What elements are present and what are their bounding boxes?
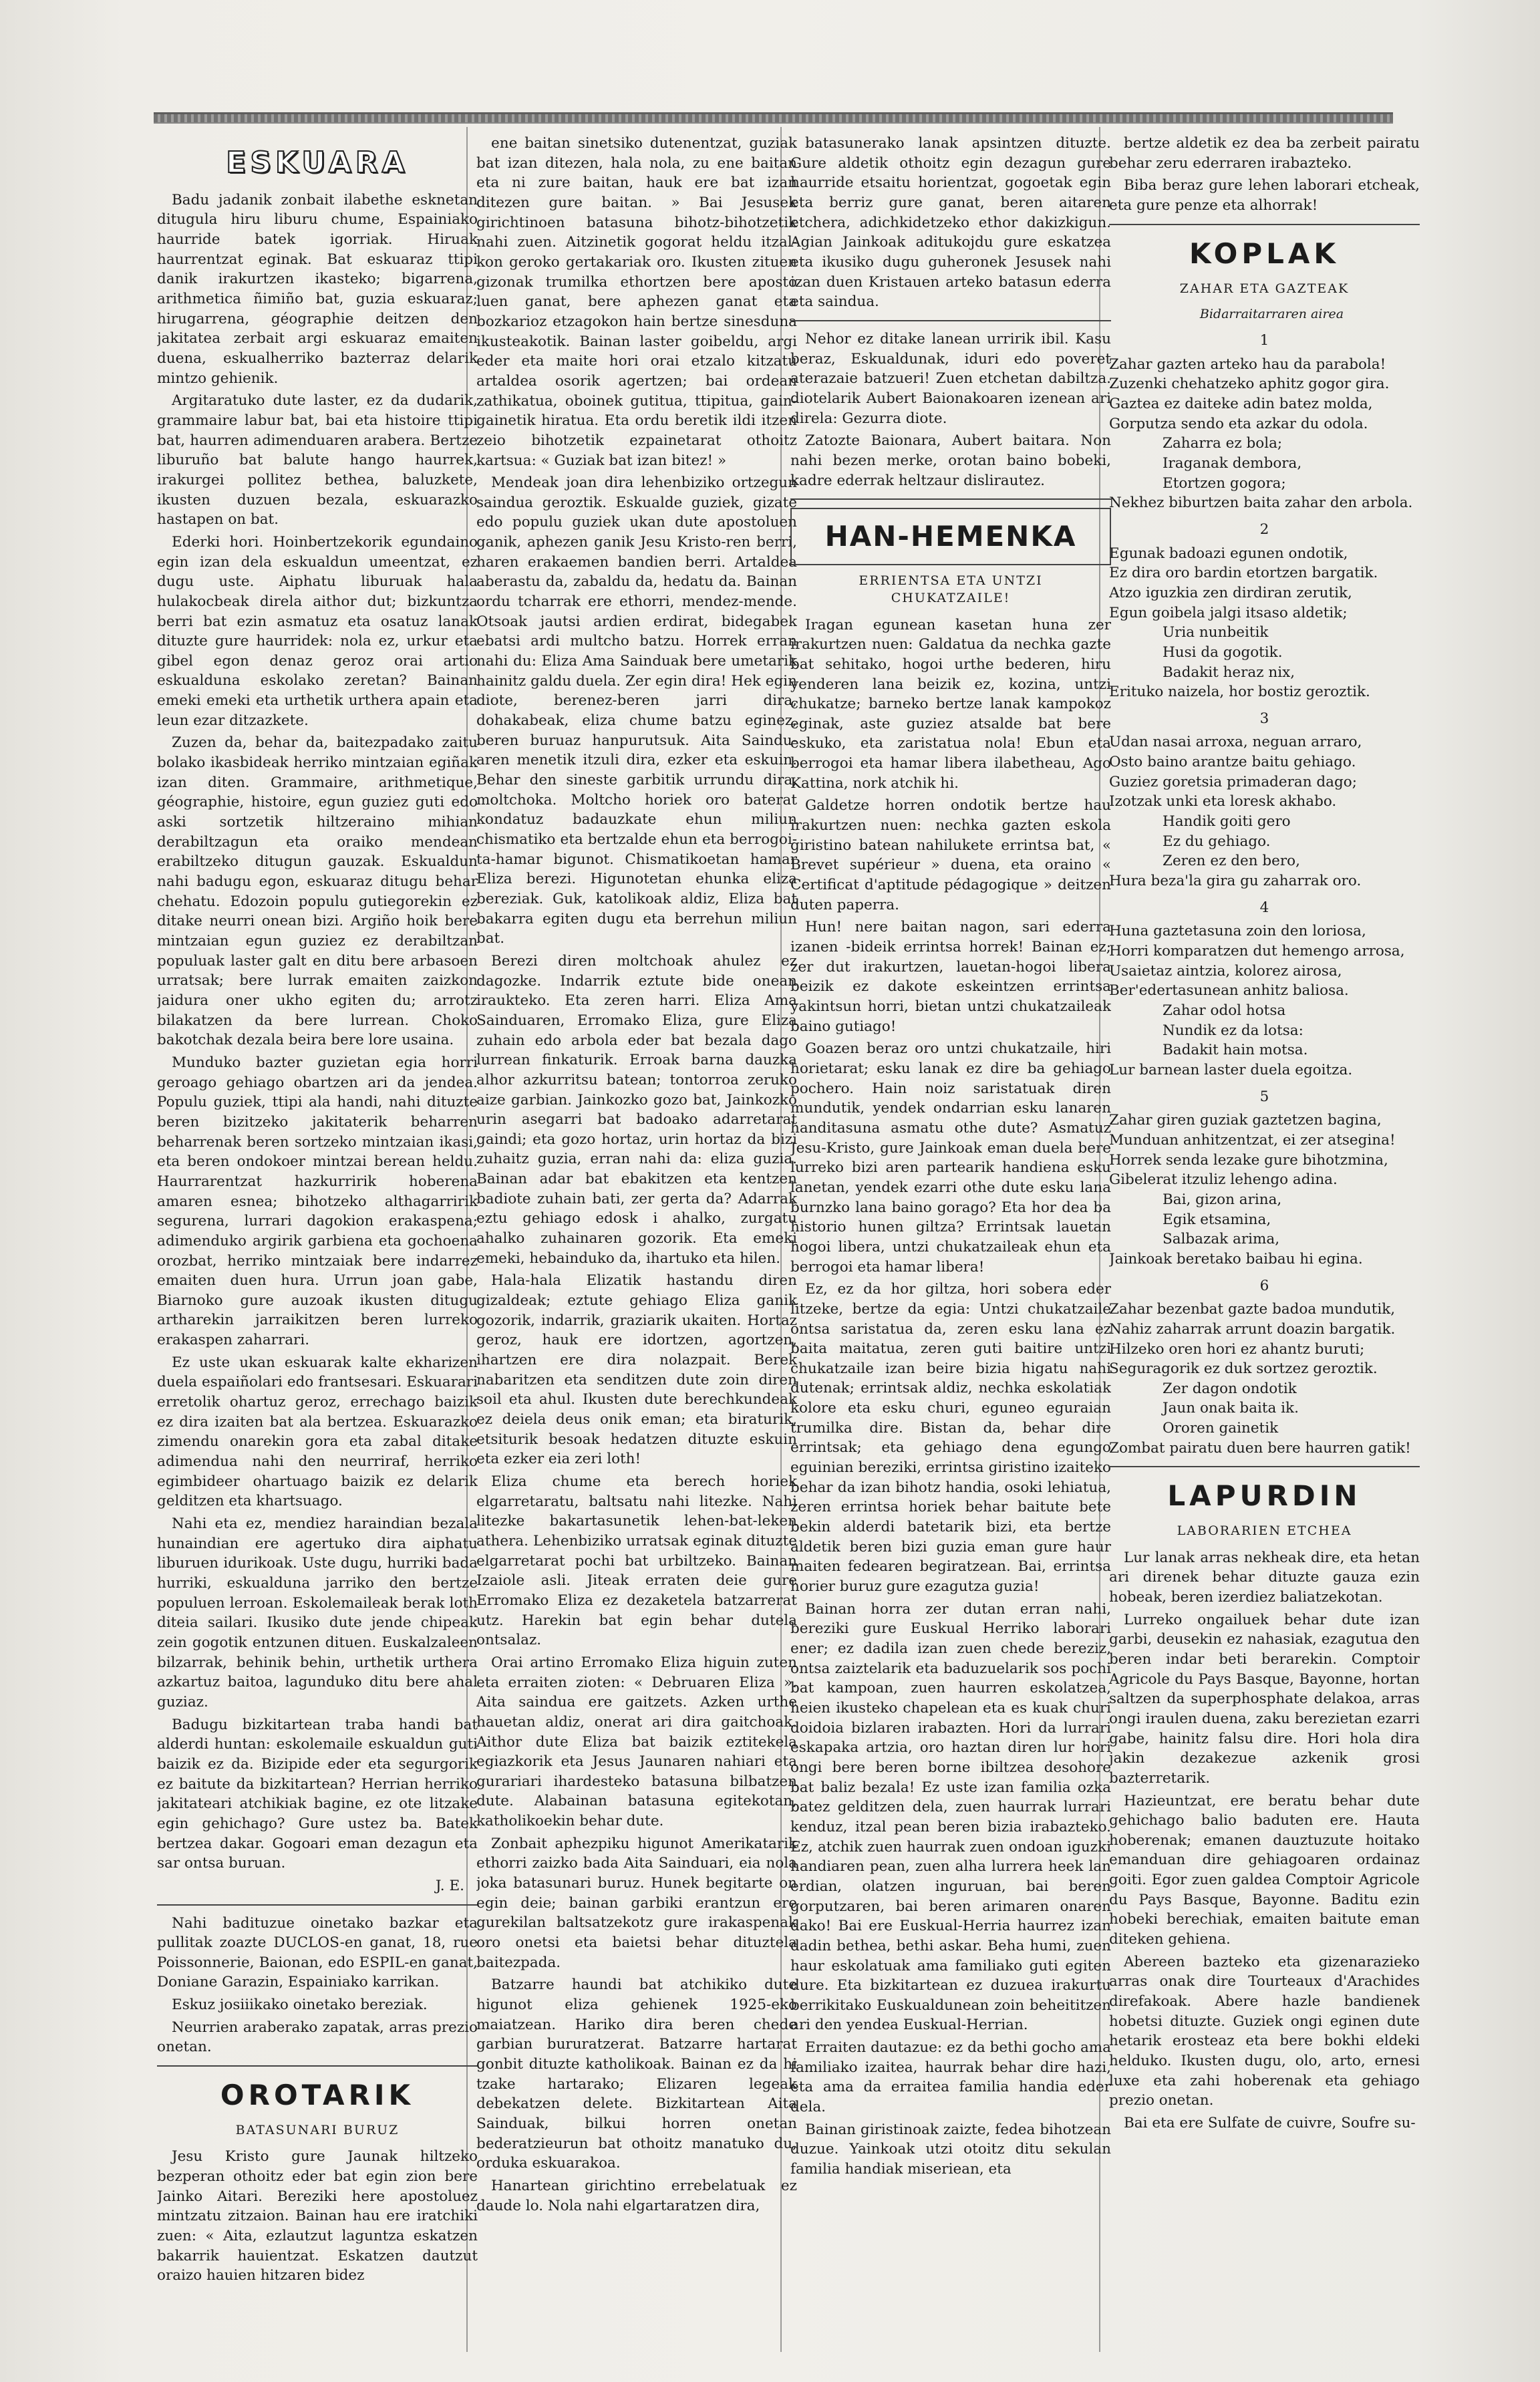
verse-line: Egik etsamina,: [1163, 1211, 1271, 1228]
verse-line: Zahar odol hotsa: [1163, 1002, 1286, 1020]
section-divider: [790, 320, 1111, 321]
verse-line: Gaztea ez daiteke adin batez molda,: [1109, 395, 1373, 412]
hanhemenka-paragraph: Bainan horra zer dutan erran nahi, bereziki gure Euskual Herriko laborari ener; ez dadila izan zuen chede bereziz, ontsa zaiztelarik eta baduzuelarik sos pochi bat kampoan, zuen haurren eskolatzea, heien ikusteko chapelean eta es kuak churi doidoia bizlaren irabazten. Hori da lurrari eskapaka artzia, oro haztan diren lur hori ongi bere beren borne ibiltzea desohore bat baliz bezala! Ez uste izan familia ozka batez gelditzen dela, zuen haurrak lurrari kenduz, itzal pean beren bizia irabazteko. Ez, atchik zuen haurrak zuen ondoan iguzki handiaren pean, zuen alha lurrera heek lan erdian, olatzen inguruan, bai beren gorputzaren, bai beren arimaren onaren dako! Bai ere Euskual-Herria haurrez izan dadin bethea, bethi askar. Beha humi, zuen haur eskolatuak ama familiako guti egiten dure. Eta bizkitartean ez duzuea irakurtu berrikitako Euskualdunean zoin beheititzen ari den yendea Euskual-Herrian.: [790, 1600, 1111, 2034]
verse-line: Hura beza'la gira gu zaharrak oro.: [1109, 873, 1362, 890]
hanhemenka-paragraph: Erraiten dautazue: ez da bethi gocho ama familiako izaitea, haurrak behar dire hazi, eta ama da erraitea familia handia eder dela.: [790, 2039, 1111, 2116]
verse-line: Egunak badoazi egunen ondotik,: [1109, 545, 1348, 562]
notice-paragraph: Nahi badituzue oinetako bazkar eta pullitak zoazte DUCLOS-en ganat, 18, rue Poissonnerie, Baionan, edo ESPIL-en ganat, Doniane Garazin, Espainiako karrikan.: [157, 1914, 478, 1991]
verse-line: Badakit hain motsa.: [1163, 1042, 1308, 1059]
eskuara-paragraph: Nahi eta ez, mendiez haraindian bezala hunaindian ere agertuko dira aiphatu liburuen idurikoak. Uste dugu, hurriki bada hurriki, eskualduna jarriko den bertze populuen lerroan. Eskolemaileak berak loth diteia sailari. Ikusiko dute jende chipeak zein gogotik entzunen dituen. Euskalzaleen bilzarrak, behinik behin, urthetik urthera azkartuz baitoa, lagunduko ditu bere ahal guziaz.: [157, 1515, 478, 1710]
orotarik-paragraph: Jesu Kristo gure Jaunak hiltzeko bezperan othoitz eder bat egin zion bere Jainko Aitari. Bereziki here apostoluez mintzatu zitzaion. Bainan hau ere iratchiki zuen: « Aita, ezlautzut laguntza eskatzen bakarrik hauientzat. Eskatzen dautzut oraizo hauien hitzaren bidez: [157, 2148, 478, 2284]
eskuara-paragraph: Ederki hori. Hoinbertzekorik egundaino egin izan dela eskualdun umeentzat, ez dugu uste. Aiphatu liburuak hala hulakocbeak direla aithor dut; bizkuntza berri bat ezin asmatuz eta osatuz lanak dituzte gure haurridek: nola ez, urkur eta gibel egon denaz geroz orai artio eskualduna eskolako zeretan? Bainan emeki emeki eta urthetik urthera apain eta leun ezar ditzazkete.: [157, 533, 478, 729]
hanhemenka-subtitle: CHUKATZAILE!: [891, 591, 1011, 606]
verse-line: Badakit heraz nix,: [1163, 663, 1295, 681]
verse-line: Etortzen gogora;: [1163, 474, 1286, 492]
verse-line: Lur barnean laster duela egoitza.: [1109, 1061, 1353, 1078]
verse-line: Horrek senda lezake gure bihotzmina,: [1109, 1151, 1388, 1169]
verse-line: Zahar bezenbat gazte badoa mundutik,: [1109, 1301, 1396, 1318]
verse-line: Zombat pairatu duen bere haurren gatik!: [1109, 1439, 1411, 1457]
article-paragraph: batasunerako lanak apsintzen dituzte. Gure aldetik othoitz egin dezagun gure haurride etsaitu horientzat, gogoetak egin eta berriz gure ganat, beren aitaren etchera, adichkidetzeko ethor dakizkigun. Agian Jainkoak aditukojdu gure eskatzea eta ikusiko dugu guheronek Jesusek nahi izan duen Kristauen arteko batasun ederra eta saindua.: [790, 135, 1111, 311]
orotarik-title: OROTARIK: [220, 2079, 415, 2112]
hanhemenka-title-box: [790, 508, 1111, 565]
verse-line: Ez du gehiago.: [1163, 833, 1271, 850]
hanhemenka-subtitle: ERRIENTSA ETA UNTZI: [859, 573, 1043, 589]
section-divider: [1109, 224, 1420, 225]
notice-paragraph: Zatozte Baionara, Aubert baitara. Non nahi bezen merke, orotan baino bobeki, kadre ederrak heltzaur dislirautez.: [790, 432, 1111, 489]
verse-line: Salbazak arima,: [1163, 1231, 1280, 1248]
verse-line: Husi da gogotik.: [1163, 643, 1283, 661]
stanza-number: 1: [1259, 332, 1269, 349]
article-paragraph: Mendeak joan dira lehenbiziko ortzegun saindua geroztik. Eskualde guziek, gizate edo populu guziek ukan dute apostoluen ganik, aphezen ganik Jesu Kristo-ren berri, haren erakaemen bandien berri. Artaldea aberastu da, zabaldu da, hedatu da. Bainan ordu tcharrak ere ethorri, mendez-mende. Otsoak jautsi ardien erdirat, bidegabek ebatsi ardi multcho batzu. Horrek erran nahi du: Eliza Ama Sainduak bere umetarik hainitz galdu duela. Zer egin dira! Hek egin diote, berenez-beren jarri dira, dohakabeak, eliza chume batzu eginez, beren buruaz hanpurutsuk. Aita Saindu-aren menetik itzuli dira, ezker eta eskuin. Behar den sineste garbitik urrundu dira, moltchoka. Moltcho horiek oro baterat kondatuz badauzkate ehun miliun chismatiko eta bertzalde ehun eta berrogoi-ta-hamar bigunot. Chismatikoetan hamar Eliza berezi. Higunotetan ehunka eliza bereziak. Guk, katolikoak aldiz, Eliza bat bakarra egiten dugu eta berrehun miliun bat.: [476, 474, 797, 947]
article-paragraph: ene baitan sinetsiko dutenentzat, guziak bat izan ditezen, hala nola, zu ene baitan eta ni zure baitan, hauk ere bat izan ditezen gure baitan. » Bai Jesusek girichtinoen batasuna bihotz-bihotzetik nahi zuen. Aitzinetik gogorat heldu itzal-kon geroko gertakariak oro. Ikusten zituen gizonak trumilka ethortzen bere aposto luen ganat, bere aphezen ganat eta bozkarioz etzagokon hain bertze sinesduna ikusteakotik. Bainan laster goibeldu, argi eder eta maite hori orai etzalo kitzatu artaldea osorik agertzen; bai ordean zathikatua, oboinek gutitua, ttipitua, gain-gainetik hiratua. Eta ordu beretik ildi itzen zeio bihotzetik ezpainetarat othoitz kartsua: « Guziak bat izan bitez! »: [476, 135, 797, 469]
verse-line: Gorputza sendo eta azkar du odola.: [1109, 415, 1368, 432]
stanza-number: 2: [1259, 520, 1269, 538]
lapurdin-paragraph: Bai eta ere Sulfate de cuivre, Soufre su-: [1124, 2115, 1416, 2131]
article-paragraph: Eliza chume eta berech horiek elgarretaratu, baltsatu nahi litezke. Nahi litezke bakartasunetik lehen-bat-leken athera. Lehenbiziko urratsak eginak dituzte elgarretarat pochi bat urbiltzeko. Bainan Izaiole asli. Jiteak erraten deie gure Erromako Eliza ez dezaketela batzarrerat utz. Harekin bat egin behar dutela ontsalaz.: [476, 1473, 797, 1649]
lapurdin-paragraph: Abereen bazteko eta gizenarazieko arras onak dire Tourteaux d'Arachides direfakoak. Abere hazle bandienek hobetsi dituzte. Guziek ongi eginen dute hetarik erosteaz eta bere bokhi eldeki helduko. Ikusten dugu, olo, arto, ernesi luxe eta zahi hoberenak eta gehiago prezio onetan.: [1109, 1953, 1420, 2109]
column-2: [476, 134, 797, 2352]
hanhemenka-paragraph: Galdetze horren ondotik bertze hau irakurtzen nuen: nechka gazten eskola giristino batean nahilukete errintsa bat, « Brevet supérieur » duena, eta oraino « Certificat d'aptitude pédagogique » deitzen duten paperra.: [790, 797, 1111, 913]
verse-line: Zer dagon ondotik: [1163, 1380, 1297, 1397]
verse-line: Bai, gizon arina,: [1163, 1191, 1282, 1208]
koplak-subtitle: ZAHAR ETA GAZTEAK: [1179, 281, 1350, 296]
koplak-air: Bidarraitarraren airea: [1199, 306, 1344, 321]
lapurdin-title: LAPURDIN: [1167, 1479, 1362, 1513]
verse-line: Izotzak unki eta loresk akhabo.: [1109, 793, 1337, 810]
section-divider: [157, 1904, 478, 1906]
notice-paragraph: Neurrien araberako zapatak, arras prezio onetan.: [157, 2019, 478, 2056]
eskuara-paragraph: Munduko bazter guzietan egia horri geroago gehiago obartzen ari da jendea. Populu guziek, ttipi ala handi, nahi dituzte beren bizitzeko jakitaterik beharren beharrenak beren sortzeko mintzaian ikasi, eta beren ondokoer mintzai berean heldu. Haurrarentzat hazkurririk hoberena amaren esnea; bihotzeko althagarririk segurena, lurrari dagokion erakaspena; adimenduko argirik garbiena eta gochoena orozbat, herriko mintzaiak bere indarrez emaiten duen hura. Urrun joan gabe, Biarnoko gure auzoak ikusten ditugu artharekin jarraikitzen beren lurreko erakaspen zaharrari.: [157, 1054, 478, 1349]
verse-line: Jainkoak beretako baibau hi egina.: [1109, 1250, 1363, 1268]
column-3: [790, 134, 1111, 2352]
article-paragraph: Biba beraz gure lehen laborari etcheak, eta gure penze eta alhorrak!: [1109, 177, 1420, 214]
lapurdin-paragraph: Lurreko ongailuek behar dute izan garbi, deusekin ez nahasiak, ezagutua den beren indar beti berarekin. Comptoir Agricole du Pays Basque, Bayonne, hortan saltzen da superphosphate delakoa, arras ongi iraulen duena, zaku berezietan ezarri gabe, hainitz falsu dire. Hori hola dira jakin dezakezue azkenik grosi bazterretarik.: [1109, 1611, 1420, 1787]
verse-line: Iraganak dembora,: [1163, 454, 1302, 472]
article-paragraph: Batzarre haundi bat atchikiko dute higunot eliza gehienek 1925-eko maiatzean. Hariko dira beren chede garbian bururatzerat. Batzarre hartarat gonbit dituzte katholikoak. Bainan ez da hi tzake hartarako; Elizaren legeak debekatzen delete. Bizkitartean Aita Sainduak, bilkui horren onetan bederatzieurun bat othoitz manatuko du, orduka eskuarakoa.: [476, 1976, 797, 2172]
eskuara-paragraph: Argitaratuko dute laster, ez da dudarik, grammaire labur bat, bai eta histoire ttipi bat, haurren adimenduaren arabera. Bertze liburuño bat balute hango haurrek, irakurgei pollitez bethea, baluzkete, ikusten duzuen bezala, eskuarazko hastapen on bat.: [157, 392, 478, 529]
verse-line: Ez dira oro bardin etortzen bargatik.: [1109, 565, 1378, 582]
hanhemenka-paragraph: Goazen beraz oro untzi chukatzaile, hiri horietarat; esku lanak ez dire ba gehiago pochero. Hain noiz saristatuak diren mundutik, yendek ondarrian esku lanaren handitasuna asmatu othe dute? Asmatuz Jesu-Kristo, gure Jainkoak eman duela bere lurreko bizi aren partearik handiena esku lanetan, yendek ezarri othe dute esku lana burnzko lana baino gorago? Eta hor dea ba historio hunen giltza? Errintsak lauetan hogoi libera, untzi chukatzaileak ehun eta berrogoi eta hamar libera!: [790, 1040, 1111, 1276]
hanhemenka-title: HAN-HEMENKA: [824, 520, 1077, 553]
column-1: [157, 134, 478, 2352]
verse-line: Udan nasai arroxa, neguan arraro,: [1109, 734, 1362, 751]
eskuara-paragraph: Badu jadanik zonbait ilabethe esknetan ditugula hiru liburu chume, Espainiako haurride batek igorriak. Hiruak haurrentzat eginak. Bat eskuaraz ttipi danik irakurtzen ikasteko; bigarrena, arithmetica ñimiño bat, guzia eskuaraz; hirugarrena, géographie deitzen den jakitatea zerbait argi eskuaraz emaiten duena, eskualherriko bazterraz delarik mintzo gehienik.: [157, 191, 478, 387]
verse-line: Zaharra ez bola;: [1163, 435, 1283, 452]
notice-paragraph: Eskuz josiiikako oinetako bereziak.: [172, 1996, 428, 2014]
verse-line: Atzo iguzkia zen dirdiran zerutik,: [1109, 584, 1352, 601]
hanhemenka-paragraph: Bainan giristinoak zaizte, fedea bihotzean duzue. Yainkoak utzi otoitz ditu sekulan familia handiak miseriean, eta: [790, 2121, 1111, 2178]
eskuara-paragraph: Zuzen da, behar da, baitezpadako zaitu bolako ikasbideak herriko mintzaian egiñak izan diten. Grammaire, arithmetique, géographie, histoire, egun guziez guti edo aski sortzetik hiltzeraino mihian derabiltzagun eta oraiko mendean erabiltzeko ditugun gauzak. Eskualdun nahi badugu egon, eskuaraz ditugu behar chehatu. Edozoin populu gutiegorekin ez ditake neurri onean bizi. Argiño hoik bere mintzaian egun guziez ez derabiltzan populuak laster galt en ditu bere arbasoen urratsak; bere lurrak emaiten zaizkon jaidura oner ukho egiten du; arrotz bilakatzen da bere lurrean. Choko bakotchak dezala beira bere lore usaina.: [157, 734, 478, 1049]
verse-line: Ber'edertasunean anhitz baliosa.: [1109, 982, 1349, 1000]
verse-line: Horri komparatzen dut hemengo arrosa,: [1109, 943, 1405, 960]
verse-line: Guziez goretsia primaderan dago;: [1109, 773, 1357, 790]
article-paragraph: Hanartean girichtino errebelatuak ez daude lo. Nola nahi elgartaratzen dira,: [476, 2177, 797, 2214]
article-paragraph: Hala-hala Elizatik hastandu diren gizaldeak; eztute gehiago Eliza ganik gozorik, indarrik, graziarik ukaiten. Hortaz geroz, hauk ere idortzen, agortzen, ihartzen ere dira nolazpait. Berek nabaritzen eta senditzen dute zoin diren soil eta ahul. Ikusten dute berechkundeak ez deiela deus onik eman; eta biraturik, etsiturik besoak hedatzen dituzte eskuin eta ezker eia zeri loth!: [476, 1272, 797, 1468]
verse-line: Ororen gainetik: [1163, 1420, 1279, 1437]
eskuara-paragraph: Ez uste ukan eskuarak kalte ekharizen duela espaiñolari edo frantsesari. Eskuarari erretolik ohartuz geroz, errechago baizik ez dira izaiten bat ala bertzea. Eskuarazko zimendu onarekin gora eta zabal ditake adimendua nahi den neurriraf, herriko egimbideer ohartuago baizik ez delarik gelditzen eta khartsuago.: [157, 1354, 478, 1510]
verse-line: Nekhez biburtzen baita zahar den arbola.: [1109, 494, 1413, 512]
lapurdin-subtitle: LABORARIEN ETCHEA: [1177, 1523, 1352, 1539]
section-divider: [790, 498, 1111, 500]
verse-line: Egun goibela jalgi itsaso aldetik;: [1109, 604, 1348, 621]
column-4: [1109, 134, 1420, 2352]
hanhemenka-paragraph: Hun! nere baitan nagon, sari ederra izanen -bideik errintsa horrek! Bainan ez; zer dut irakurtzen, lauetan-hogoi libera beizik ez dakote eskeintzen errintsa yakintsun horri, bietan untzi chukatzaileak baino gutiago!: [790, 919, 1111, 1035]
verse-line: Uria nunbeitik: [1163, 624, 1269, 641]
verse-line: Munduan anhitzentzat, ei zer atsegina!: [1109, 1131, 1396, 1149]
article-paragraph: Orai artino Erromako Eliza higuin zuten eta erraiten zioten: « Debruaren Eliza ». Aita saindua ere gaitzets. Azken urthe hauetan aldiz, onerat ari dira gaitchoak. Aithor dute Eliza bat baizik eztitekela egiazkorik eta Jesus Jaunaren nahiari eta gurariari ihardesteko batasuna bilbatzen dute. Alabainan batasuna egitekotan, katholikoekin behar dute.: [476, 1654, 797, 1830]
eskuara-title: ESKUARA: [226, 146, 409, 180]
article-paragraph: Berezi diren moltchoak ahulez ez dagozke. Indarrik eztute bide onean iraukteko. Eta zeren harri. Eliza Ama Sainduaren, Erromako Eliza, gure Eliza zuhain edo arbola eder bat bezala dago lurrean finkaturik. Erroak barna dauzka alhor azkurritsu batean; tontorroa zeruko aize garbian. Jainkozko gozo bat, Jainkozko urin asegarri bat badoako adarretarat gaindi; eta gozo hortaz, urin hortaz da bizi zuhaitz guzia, erran nahi da: eliza guzia. Bainan adar bat ebakitzen eta kentzen badiote zuhain bati, zer gerta da? Adarrak eztu gehiago edosk i ahalko, zurgatu ahalko zuhainaren gozorik. Eta emeki emeki, hebainduko da, ihartuko eta hilen.: [476, 952, 797, 1267]
verse-line: Huna gaztetasuna zoin den loriosa,: [1109, 923, 1366, 940]
koplak-title: KOPLAK: [1189, 237, 1340, 270]
verse-line: Erituko naizela, hor bostiz geroztik.: [1109, 684, 1370, 701]
article-paragraph: bertze aldetik ez dea ba zerbeit pairatu behar zeru ederraren irabazteko.: [1109, 135, 1420, 172]
lapurdin-paragraph: Hazieuntzat, ere beratu behar dute gehichago balio baduten ere. Hauta hoberenak; emanen dauztuzute hoitako emanduan dire gehiagoaren ordainaz goiti. Egor zuen galdea Comptoir Agricole du Pays Basque, Bayonne. Baditu ezin hobeki berechiak, emaiten baitute eman diteken gehiena.: [1109, 1792, 1420, 1948]
eskuara-signature: J. E.: [435, 1877, 464, 1894]
verse-line: Usaietaz aintzia, kolorez airosa,: [1109, 962, 1342, 980]
verse-line: Gibelerat itzuliz lehengo adina.: [1109, 1171, 1338, 1189]
stanza-number: 4: [1259, 899, 1269, 916]
verse-line: Seguragorik ez duk sortzez geroztik.: [1109, 1360, 1378, 1378]
eskuara-paragraph: Badugu bizkitartean traba handi bat alderdi huntan: eskolemaile eskualdun guti baizik ez da. Bizipide eder eta segurgorik ez baitute da bizkitartean? Herrian herriko jakitateari atchikiak bagine, ez ote litzake egin gehichago? Gure ustez ba. Batek bertzea dakar. Gogoari eman dezagun eta sar ontsa buruan.: [157, 1716, 478, 1872]
article-paragraph: Zonbait aphezpiku higunot Amerikatarik ethorri zaizko bada Aita Sainduari, eia nola joka batasunari buruz. Hunek begitarte on egin deie; bainan garbiki erantzun ere gurekilan baltsatzekotz gure irakaspenak oro onetsi eta baietsi behar dituztela baitezpada.: [476, 1835, 797, 1971]
stanza-number: 3: [1259, 710, 1269, 727]
verse-line: Osto baino arantze baitu gehiago.: [1109, 754, 1356, 771]
verse-line: Hilzeko oren hori ez ahantz buruti;: [1109, 1340, 1365, 1358]
hanhemenka-paragraph: Ez, ez da hor giltza, hori sobera eder litzeke, bertze da egia: Untzi chukatzaile ontsa saristatua da, zeren esku lana ez baita maitatua, zeren guti baitire untzi chukatzaile izan beire bizia higatu nahi dutenak; errintsak aldiz, nechka eskolatiak kolore eta esku churi, eguneo eguraian trumilka dire. Bistan da, behar dire errintsak; eta gehiago dena egungo eguinian bereziki, errintsa giristino izaiteko behar da izan bihotz handia, osoki lehiatua, zeren errintsa horiek behar baitute bete bekin alderdi batetarik bizi, eta bertze aldetik beren bizi guzia eman gure haur maiten fedearen begiratzean. Bai, errintsa horier buruz gure ezagutza guzia!: [790, 1281, 1111, 1596]
notice-paragraph: Nehor ez ditake lanean urririk ibil. Kasu beraz, Eskualdunak, iduri edo poveret aterazaie batzueri! Zuen etchetan dabiltza. diotelarik Aubert Baionakoaren izenean ari direla: Gezurra diote.: [790, 330, 1111, 427]
lapurdin-paragraph: Lur lanak arras nekheak dire, eta hetan ari direnek behar dituzte gauza ezin hobeak, beren izerdiez baliatzekotan.: [1109, 1549, 1420, 1606]
stanza-number: 5: [1259, 1088, 1269, 1105]
verse-line: Zuzenki chehatzeko aphitz gogor gira.: [1109, 376, 1390, 393]
stanza-number: 6: [1259, 1277, 1269, 1294]
verse-line: Zeren ez den bero,: [1163, 853, 1300, 870]
orotarik-subtitle: BATASUNARI BURUZ: [235, 2123, 400, 2138]
hanhemenka-paragraph: Iragan egunean kasetan huna zer irakurtzen nuen: Galdatua da nechka gazte bat sehitako, hogoi urthe bederen, hiru yenderen lana beizik ez, kozina, untzi chukatze; barneko bertze lanak kampokoz eginak, aste guziez atsalde bat bere eskuko, eta zaristatua nola! Ebun eta berrogoi eta hamar libera ilabetheau, Ago Kattina, nork atchik hi.: [790, 616, 1111, 792]
verse-line: Zahar gazten arteko hau da parabola!: [1109, 355, 1386, 373]
verse-line: Jaun onak baita ik.: [1163, 1400, 1299, 1417]
koplak-stanzas: [1109, 331, 1420, 1458]
verse-line: Handik goiti gero: [1163, 813, 1291, 831]
section-divider: [157, 2065, 478, 2067]
verse-line: Nahiz zaharrak arrunt doazin bargatik.: [1109, 1320, 1396, 1338]
section-divider: [1109, 1466, 1420, 1467]
verse-line: Nundik ez da lotsa:: [1163, 1022, 1303, 1039]
verse-line: Zahar giren guziak gaztetzen bagina,: [1109, 1112, 1382, 1129]
masthead-rule: [154, 112, 1393, 124]
